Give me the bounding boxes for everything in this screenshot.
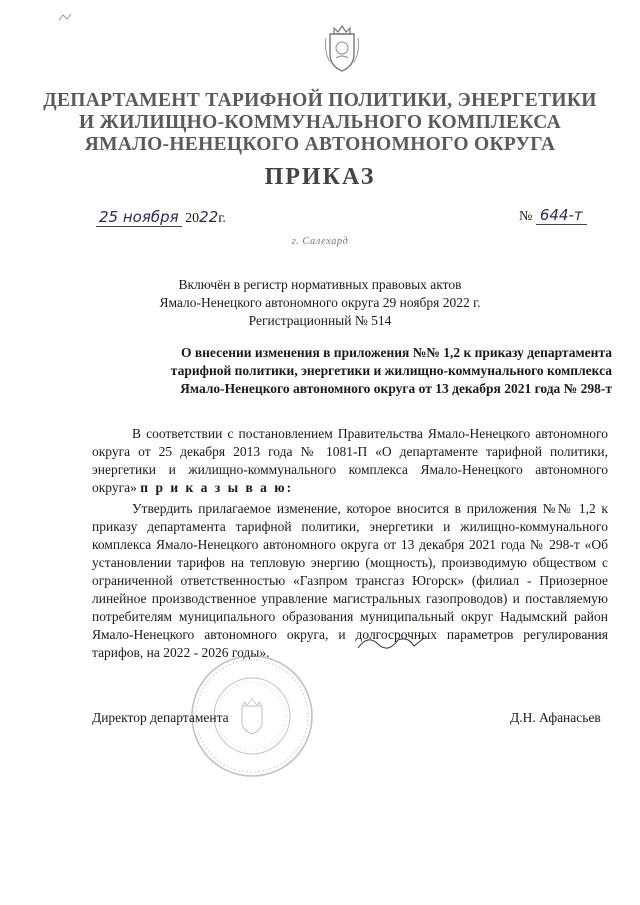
registry-line: Включён в регистр нормативных правовых актов [178, 277, 462, 292]
order-command: п р и к а з ы в а ю: [140, 480, 294, 495]
department-line: ЯМАЛО-НЕНЕЦКОГО АВТОНОМНОГО ОКРУГА [84, 134, 556, 155]
subject-line: Ямало-Ненецкого автономного округа от 13 декабря 2021 года № 298-т [180, 381, 612, 396]
registry-line: Регистрационный № 514 [248, 313, 392, 328]
preamble-text: В соответствии с постановлением Правительства Ямало-Ненецкого автономного округа от 25 декабря 2013 года № 1081-П «О департаменте тарифной политики, энергетики и жилищно-коммунального комплекса Ямало-Ненецкого автономного округа» [92, 426, 608, 495]
city-line: г. Салехард [291, 236, 349, 247]
order-subject [92, 344, 612, 398]
year-suffix: г. [218, 211, 226, 226]
registry-line: Ямало-Ненецкого автономного округа 29 ноября 2022 г. [159, 295, 481, 310]
year-prefix: 20 [185, 211, 200, 226]
handwritten-date: 25 ноября [96, 208, 182, 227]
subject-line: тарифной политики, энергетики и жилищно-коммунального комплекса [170, 363, 612, 378]
coat-of-arms-icon [322, 24, 362, 74]
number-prefix: № [519, 209, 533, 224]
subject-line: О внесении изменения в приложения №№ 1,2 к приказу департамента [180, 345, 612, 360]
signer-name: Д.Н. Афанасьев [510, 710, 601, 725]
registry-note [0, 276, 640, 330]
order-date [96, 208, 226, 227]
department-line: И ЖИЛИЩНО-КОММУНАЛЬНОГО КОМПЛЕКСА [78, 112, 562, 133]
signature-stroke-icon [356, 630, 426, 654]
department-line: ДЕПАРТАМЕНТ ТАРИФНОЙ ПОЛИТИКИ, ЭНЕРГЕТИКИ [43, 90, 597, 111]
order-body-paragraph: Утвердить прилагаемое изменение, которое вносится в приложения №№ 1,2 к приказу департамента тарифной политики, энергетики и жилищно-коммунального комплекса Ямало-Ненецкого автономного округа от 13 декабря 2021 года № 298-т «Об установлении тарифов на тепловую энергию (мощность), производимую обществом с ограниченной ответственностью «Газпром трансгаз Югорск» (филиал - Приозерное линейное производственное управление магистральных газопроводов) и поставляемую потребителям муниципального образования муниципальный округ Надымский район Ямало-Ненецкого автономного округа, и долгосрочных параметров регулирования тарифов, на 2022 - 2026 годы». [92, 501, 608, 660]
handwritten-year: 22 [199, 208, 219, 226]
scan-mark-icon [58, 12, 72, 22]
signer-role: Директор департамента [92, 710, 229, 725]
document-type-title: ПРИКАЗ [264, 164, 376, 190]
handwritten-number: 644-т [536, 206, 587, 225]
order-number [519, 206, 587, 225]
preamble-paragraph [92, 425, 608, 497]
department-header [0, 90, 640, 156]
